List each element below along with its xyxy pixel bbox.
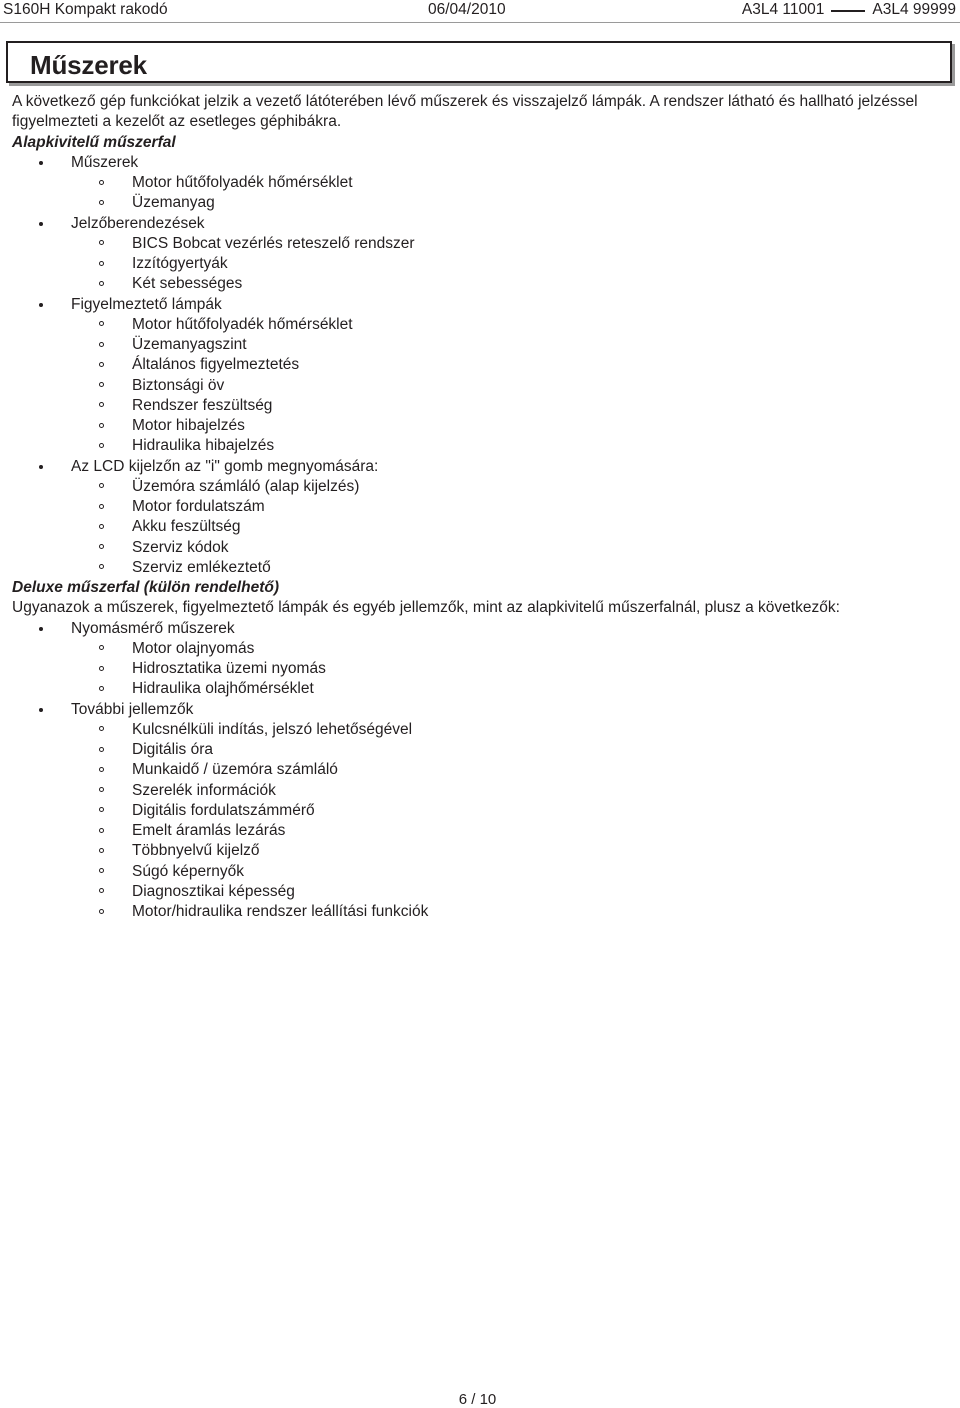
header-date: 06/04/2010 xyxy=(428,1,506,18)
list-item xyxy=(12,760,952,780)
list-item xyxy=(12,619,952,700)
list-item xyxy=(12,558,952,578)
bullet-icon xyxy=(39,161,43,165)
item-text: Motor hűtőfolyadék hőmérséklet xyxy=(132,174,353,191)
group-label: Műszerek xyxy=(71,153,139,171)
circle-bullet-icon xyxy=(99,666,104,671)
standard-panel-title: Alapkivitelű műszerfal xyxy=(12,133,176,151)
list-item xyxy=(12,274,952,294)
circle-bullet-icon xyxy=(99,200,104,205)
item-text: Motor/hidraulika rendszer leállítási funkciók xyxy=(132,903,429,920)
list-item xyxy=(12,841,952,861)
bullet-icon xyxy=(39,303,43,307)
item-text: Emelt áramlás lezárás xyxy=(132,822,286,839)
circle-bullet-icon xyxy=(99,402,104,407)
circle-bullet-icon xyxy=(99,281,104,286)
list-item xyxy=(12,193,952,213)
circle-bullet-icon xyxy=(99,828,104,833)
circle-bullet-icon xyxy=(99,483,104,488)
group-label: Figyelmeztető lámpák xyxy=(71,295,222,313)
item-text: Üzemóra számláló (alap kijelzés) xyxy=(132,477,360,495)
item-text: Diagnosztikai képesség xyxy=(132,882,295,900)
item-text: Motor hibajelzés xyxy=(132,417,245,434)
circle-bullet-icon xyxy=(99,726,104,731)
circle-bullet-icon xyxy=(99,524,104,529)
item-text: Hidraulika olajhőmérséklet xyxy=(132,680,314,698)
item-text: Digitális fordulatszámmérő xyxy=(132,801,315,819)
circle-bullet-icon xyxy=(99,848,104,853)
item-text: Kulcsnélküli indítás, jelszó lehetőségével xyxy=(132,720,413,738)
list-item xyxy=(12,214,952,295)
circle-bullet-icon xyxy=(99,909,104,914)
standard-panel-list xyxy=(12,153,952,578)
intro-paragraph: A következő gép funkciókat jelzik a vezető látóterében lévő műszerek és visszajelző lámpák. A rendszer látható és hallható jelzéssel figyelmezteti a kezelőt az esetleges géphibákra. xyxy=(12,93,918,131)
circle-bullet-icon xyxy=(99,747,104,752)
group-label: Nyomásmérő műszerek xyxy=(71,619,235,637)
item-text: Rendszer feszültség xyxy=(132,396,273,414)
list-item xyxy=(12,153,952,214)
list-item xyxy=(12,335,952,355)
circle-bullet-icon xyxy=(99,321,104,326)
item-text: Motor hűtőfolyadék hőmérséklet xyxy=(132,315,353,333)
page-header xyxy=(0,0,960,20)
item-text: Szerelék információk xyxy=(132,781,276,799)
circle-bullet-icon xyxy=(99,686,104,691)
list-item xyxy=(12,781,952,801)
list-item xyxy=(12,821,952,841)
list-item xyxy=(12,882,952,902)
serial-range-dash xyxy=(831,10,865,12)
list-item xyxy=(12,173,952,193)
deluxe-panel-list xyxy=(12,619,952,923)
header-divider xyxy=(0,22,960,23)
list-item xyxy=(12,477,952,497)
list-item xyxy=(12,517,952,537)
item-text: Üzemanyag xyxy=(132,194,215,212)
item-text: Általános figyelmeztetés xyxy=(132,356,300,374)
item-text: Súgó képernyők xyxy=(132,862,245,880)
item-text: Szerviz emlékeztető xyxy=(132,558,271,576)
circle-bullet-icon xyxy=(99,423,104,428)
circle-bullet-icon xyxy=(99,787,104,792)
item-text: Digitális óra xyxy=(132,741,213,758)
list-item xyxy=(12,862,952,882)
circle-bullet-icon xyxy=(99,362,104,367)
circle-bullet-icon xyxy=(99,807,104,812)
sub-list xyxy=(12,234,952,295)
list-item xyxy=(12,254,952,274)
item-text: Hidrosztatika üzemi nyomás xyxy=(132,660,326,677)
list-item xyxy=(12,355,952,375)
list-item xyxy=(12,902,952,922)
list-item xyxy=(12,436,952,456)
circle-bullet-icon xyxy=(99,342,104,347)
item-text: BICS Bobcat vezérlés reteszelő rendszer xyxy=(132,234,415,252)
section-title-box xyxy=(6,41,952,83)
list-item xyxy=(12,538,952,558)
deluxe-panel-title: Deluxe műszerfal (külön rendelhető) xyxy=(12,579,279,596)
sub-list xyxy=(12,639,952,700)
circle-bullet-icon xyxy=(99,645,104,650)
main-content xyxy=(12,92,952,922)
bullet-icon xyxy=(39,627,43,631)
bullet-icon xyxy=(39,465,43,469)
group-label: Az LCD kijelzőn az "i" gomb megnyomására: xyxy=(71,457,379,475)
list-item xyxy=(12,315,952,335)
group-label: Jelzőberendezések xyxy=(71,214,205,232)
item-text: Motor olajnyomás xyxy=(132,639,255,657)
deluxe-intro: Ugyanazok a műszerek, figyelmeztető lámpák és egyéb jellemzők, mint az alapkivitelű műszerfalnál, plusz a következők: xyxy=(12,599,840,617)
group-label: További jellemzők xyxy=(71,700,194,718)
item-text: Akku feszültség xyxy=(132,518,241,536)
item-text: Hidraulika hibajelzés xyxy=(132,437,275,455)
item-text: Szerviz kódok xyxy=(132,538,229,556)
circle-bullet-icon xyxy=(99,564,104,569)
sub-list xyxy=(12,315,952,457)
header-product: S160H Kompakt rakodó xyxy=(3,1,168,18)
page-title: Műszerek xyxy=(30,50,147,80)
item-text: Üzemanyagszint xyxy=(132,336,247,353)
circle-bullet-icon xyxy=(99,767,104,772)
list-item xyxy=(12,740,952,760)
list-item xyxy=(12,416,952,436)
item-text: Két sebességes xyxy=(132,275,243,293)
circle-bullet-icon xyxy=(99,180,104,185)
item-text: Munkaidő / üzemóra számláló xyxy=(132,761,338,779)
item-text: Motor fordulatszám xyxy=(132,498,265,515)
circle-bullet-icon xyxy=(99,544,104,549)
circle-bullet-icon xyxy=(99,443,104,448)
list-item xyxy=(12,457,952,579)
list-item xyxy=(12,700,952,923)
item-text: Biztonsági öv xyxy=(132,376,225,394)
circle-bullet-icon xyxy=(99,382,104,387)
header-serial-from: A3L4 11001 xyxy=(741,1,825,18)
item-text: Többnyelvű kijelző xyxy=(132,842,260,860)
bullet-icon xyxy=(39,222,43,226)
circle-bullet-icon xyxy=(99,868,104,873)
list-item xyxy=(12,639,952,659)
sub-list xyxy=(12,720,952,923)
list-item xyxy=(12,234,952,254)
item-text: Izzítógyertyák xyxy=(132,255,228,272)
circle-bullet-icon xyxy=(99,240,104,245)
header-serial-to: A3L4 99999 xyxy=(872,1,956,18)
circle-bullet-icon xyxy=(99,261,104,266)
sub-list xyxy=(12,173,952,214)
list-item xyxy=(12,295,952,457)
header-serial-range xyxy=(742,1,956,19)
list-item xyxy=(12,679,952,699)
bullet-icon xyxy=(39,708,43,712)
page-number: 6 / 10 xyxy=(458,1391,497,1408)
list-item xyxy=(12,720,952,740)
sub-list xyxy=(12,477,952,578)
list-item xyxy=(12,801,952,821)
list-item xyxy=(12,497,952,517)
circle-bullet-icon xyxy=(99,888,104,893)
list-item xyxy=(12,396,952,416)
list-item xyxy=(12,659,952,679)
list-item xyxy=(12,376,952,396)
circle-bullet-icon xyxy=(99,504,104,509)
